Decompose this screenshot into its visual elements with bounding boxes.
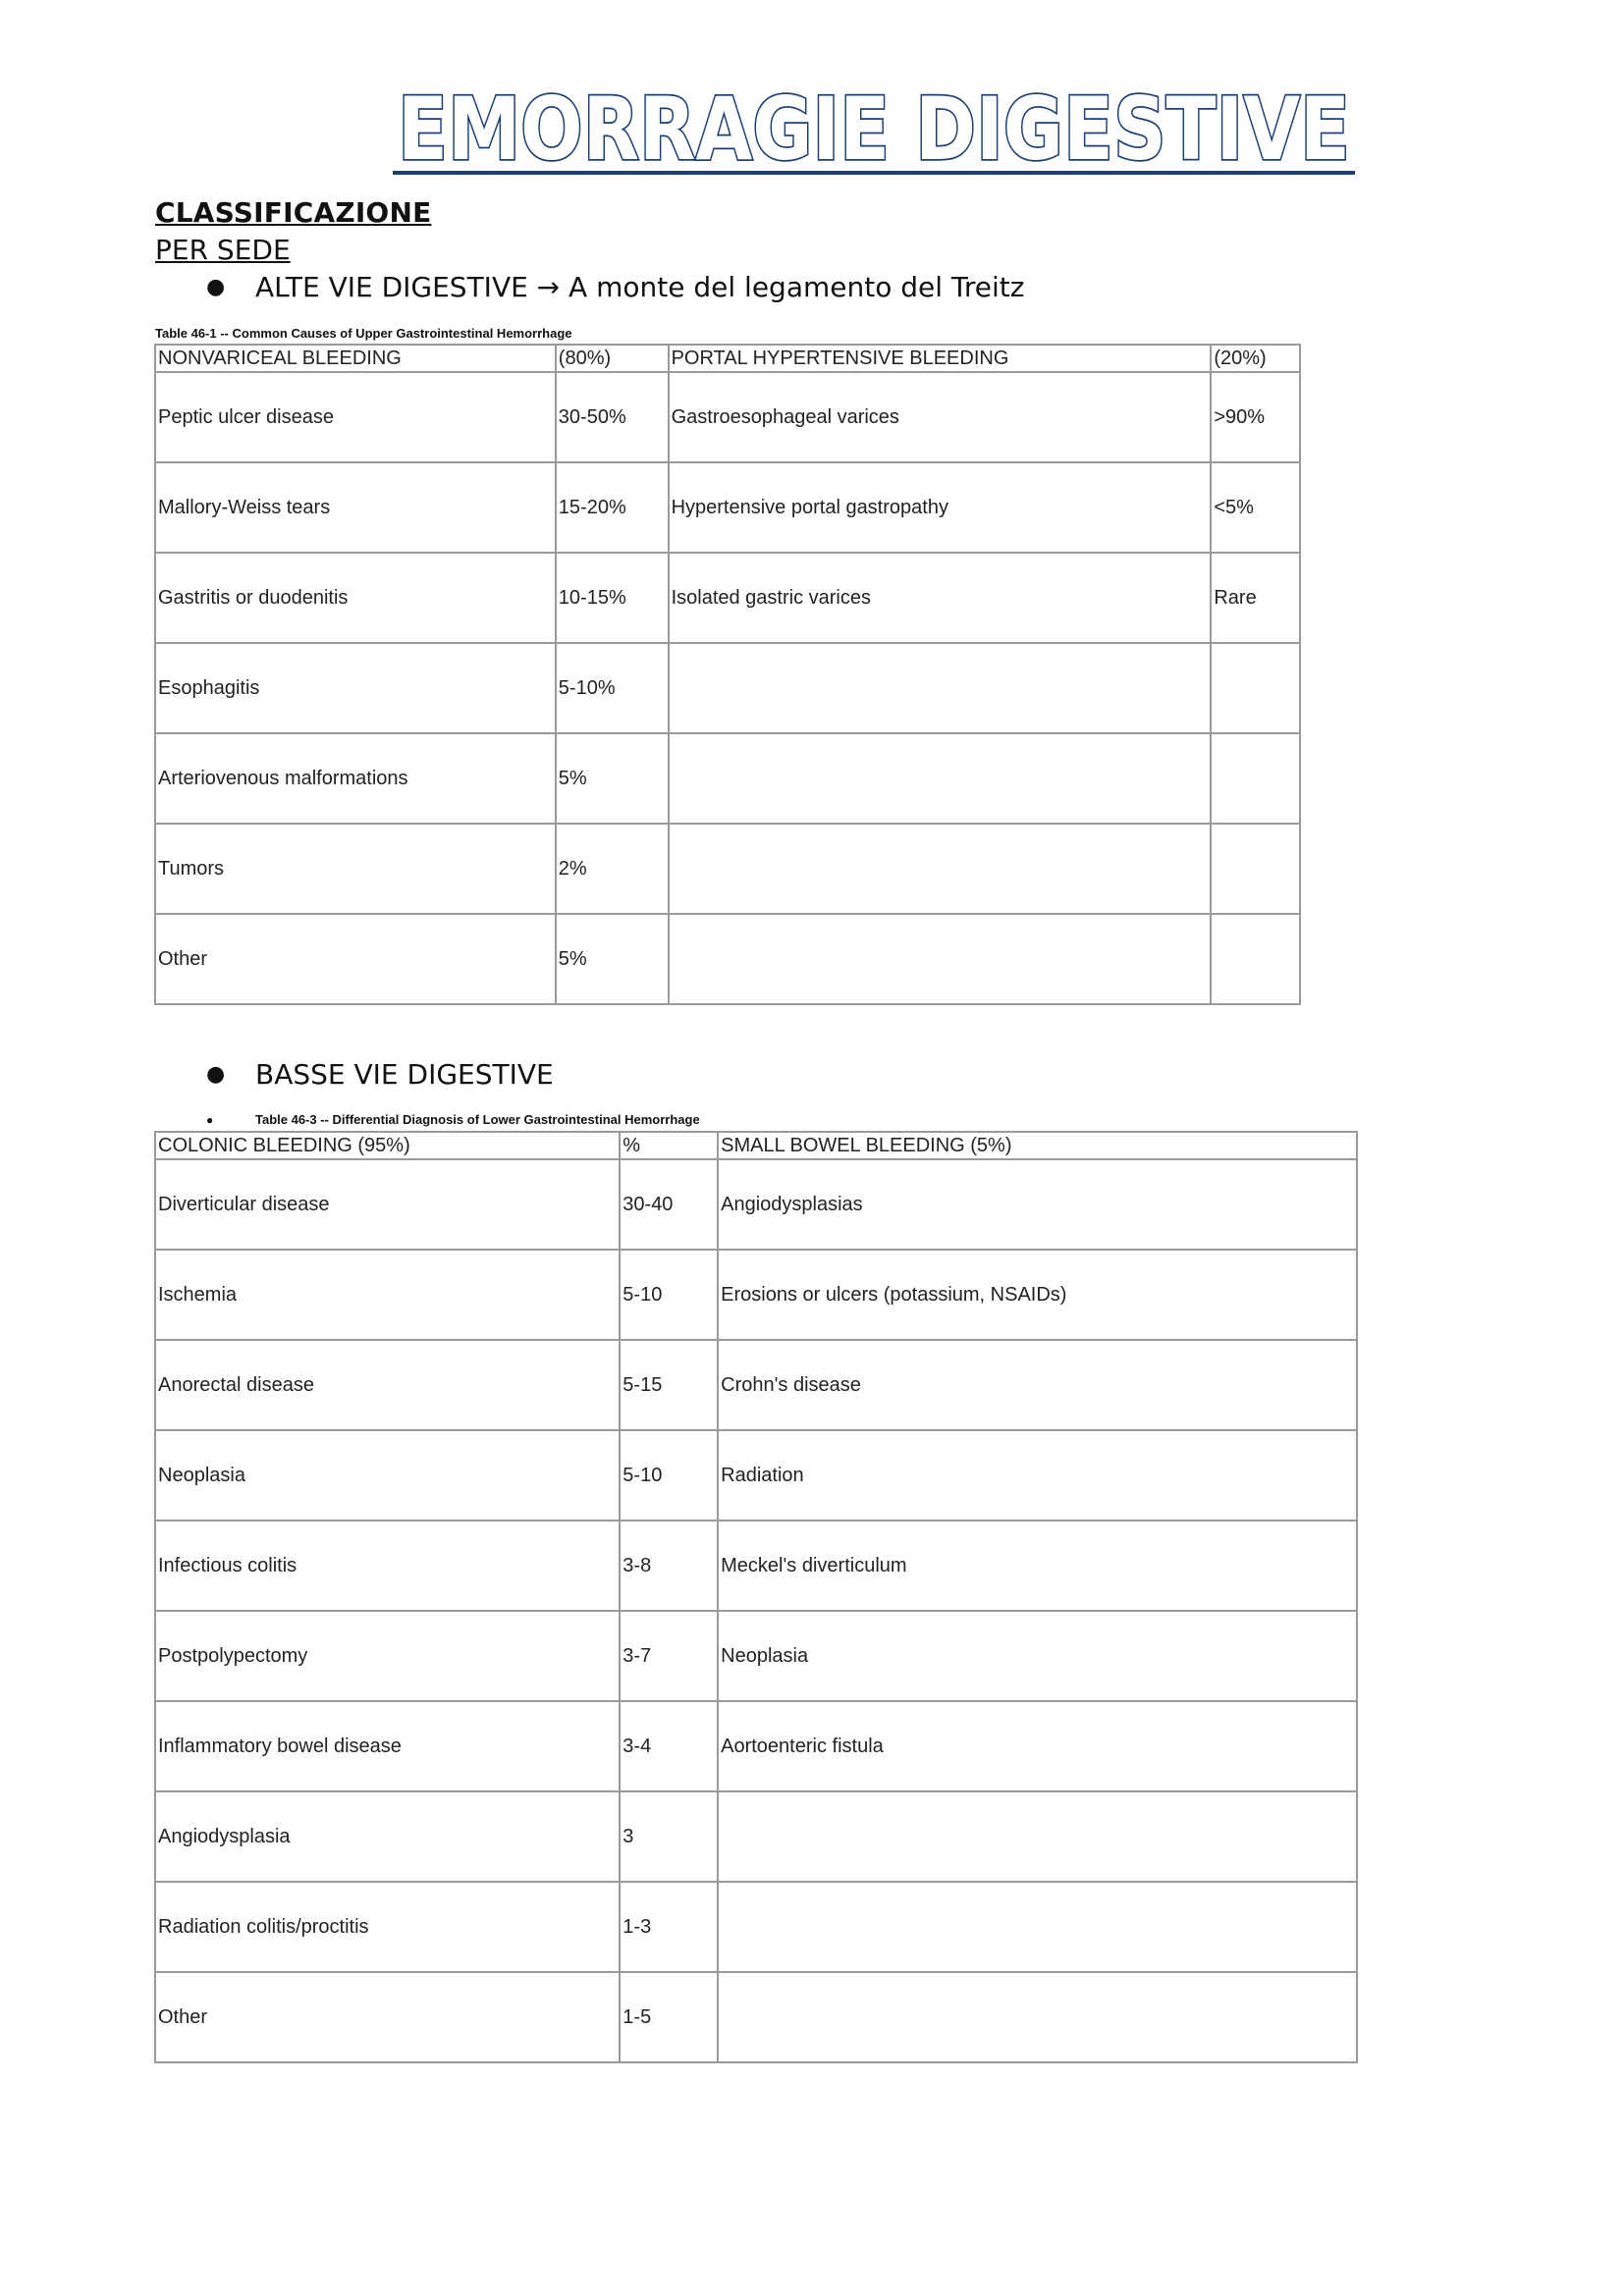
lower-gi-table-row — [155, 1791, 1357, 1882]
upper-gi-table-cell: >90% — [1211, 372, 1300, 462]
bullet-icon: ● — [206, 275, 226, 299]
lower-gi-table-cell: Angiodysplasia — [155, 1791, 620, 1882]
lower-gi-table-cell: Meckel's diverticulum — [718, 1521, 1357, 1611]
upper-gi-header-cell: (80%) — [556, 345, 669, 372]
bullet-basse-vie-text: BASSE VIE DIGESTIVE — [255, 1058, 554, 1091]
upper-gi-table-cell — [669, 824, 1212, 914]
lower-gi-table-cell: Ischemia — [155, 1250, 620, 1340]
upper-gi-table-cell: Tumors — [155, 824, 556, 914]
lower-gi-table-row — [155, 1882, 1357, 1972]
upper-gi-table-cell: 10-15% — [556, 553, 669, 643]
upper-gi-header-cell: (20%) — [1211, 345, 1300, 372]
upper-gi-table-row — [155, 372, 1300, 462]
lower-gi-table-cell: 5-10 — [620, 1250, 718, 1340]
lower-gi-table-row — [155, 1340, 1357, 1430]
lower-gi-table-row — [155, 1430, 1357, 1521]
upper-gi-table-cell: 2% — [556, 824, 669, 914]
lower-gi-table-cell: Anorectal disease — [155, 1340, 620, 1430]
lower-gi-table-cell: 1-5 — [620, 1972, 718, 2062]
upper-gi-header-row — [155, 345, 1300, 372]
lower-gi-table-cell: Neoplasia — [155, 1430, 620, 1521]
lower-gi-table-cell: Aortoenteric fistula — [718, 1701, 1357, 1791]
lower-gi-table-cell: 30-40 — [620, 1159, 718, 1250]
upper-gi-table-cell: 5% — [556, 914, 669, 1004]
lower-gi-table-cell: Angiodysplasias — [718, 1159, 1357, 1250]
upper-gi-table-cell — [1211, 824, 1300, 914]
upper-gi-table-cell: Gastritis or duodenitis — [155, 553, 556, 643]
lower-gi-header-cell: % — [620, 1132, 718, 1159]
bullet-icon: ● — [206, 1062, 226, 1087]
upper-gi-table-cell: Isolated gastric varices — [669, 553, 1212, 643]
upper-gi-table-cell: Gastroesophageal varices — [669, 372, 1212, 462]
lower-gi-header-cell: COLONIC BLEEDING (95%) — [155, 1132, 620, 1159]
lower-gi-table-cell: 5-15 — [620, 1340, 718, 1430]
upper-gi-table-cell — [1211, 643, 1300, 733]
upper-gi-table-cell: Rare — [1211, 553, 1300, 643]
upper-gi-table-cell: 5-10% — [556, 643, 669, 733]
lower-gi-table-cell: 3-8 — [620, 1521, 718, 1611]
upper-gi-table-row — [155, 824, 1300, 914]
lower-gi-table-row — [155, 1521, 1357, 1611]
lower-gi-table-cell: 3 — [620, 1791, 718, 1882]
table-46-3-caption-line — [206, 1112, 700, 1127]
upper-gi-table-cell: 30-50% — [556, 372, 669, 462]
upper-gi-table-cell — [669, 733, 1212, 824]
upper-gi-table-cell — [1211, 914, 1300, 1004]
lower-gi-header-row — [155, 1132, 1357, 1159]
lower-gi-table-cell: Diverticular disease — [155, 1159, 620, 1250]
upper-gi-table-cell: Peptic ulcer disease — [155, 372, 556, 462]
upper-gi-header-cell: PORTAL HYPERTENSIVE BLEEDING — [669, 345, 1212, 372]
upper-gi-table-cell: 15-20% — [556, 462, 669, 553]
lower-gi-table — [154, 1131, 1358, 2063]
lower-gi-table-cell — [718, 1791, 1357, 1882]
lower-gi-table-row — [155, 1159, 1357, 1250]
upper-gi-header-cell: NONVARICEAL BLEEDING — [155, 345, 556, 372]
upper-gi-table-cell: Arteriovenous malformations — [155, 733, 556, 824]
upper-gi-table-cell: <5% — [1211, 462, 1300, 553]
page-title — [393, 80, 1355, 179]
upper-gi-table-cell: Mallory-Weiss tears — [155, 462, 556, 553]
table-46-1-caption: Table 46-1 -- Common Causes of Upper Gastrointestinal Hemorrhage — [155, 326, 572, 341]
upper-gi-table-cell — [1211, 733, 1300, 824]
upper-gi-table-cell — [669, 914, 1212, 1004]
upper-gi-table-row — [155, 914, 1300, 1004]
lower-gi-table-cell — [718, 1882, 1357, 1972]
lower-gi-header-cell: SMALL BOWEL BLEEDING (5%) — [718, 1132, 1357, 1159]
lower-gi-table-cell — [718, 1972, 1357, 2062]
upper-gi-table-cell: Hypertensive portal gastropathy — [669, 462, 1212, 553]
lower-gi-table-row — [155, 1250, 1357, 1340]
lower-gi-table-cell: Other — [155, 1972, 620, 2062]
upper-gi-table — [154, 344, 1301, 1005]
bullet-alte-vie-text: ALTE VIE DIGESTIVE → A monte del legamento del Treitz — [255, 271, 1025, 303]
upper-gi-table-row — [155, 643, 1300, 733]
lower-gi-table-row — [155, 1611, 1357, 1701]
lower-gi-table-cell: Crohn's disease — [718, 1340, 1357, 1430]
bullet-icon: ● — [206, 1112, 214, 1127]
bullet-alte-vie — [206, 271, 1024, 303]
lower-gi-table-row — [155, 1701, 1357, 1791]
bullet-basse-vie — [206, 1058, 554, 1091]
lower-gi-table-row — [155, 1972, 1357, 2062]
upper-gi-table-row — [155, 462, 1300, 553]
upper-gi-table-cell: Esophagitis — [155, 643, 556, 733]
lower-gi-table-cell: 3-4 — [620, 1701, 718, 1791]
upper-gi-table-cell — [669, 643, 1212, 733]
lower-gi-table-cell: Postpolypectomy — [155, 1611, 620, 1701]
lower-gi-table-cell: Inflammatory bowel disease — [155, 1701, 620, 1791]
heading-per-sede: PER SEDE — [155, 234, 291, 266]
lower-gi-table-cell: Infectious colitis — [155, 1521, 620, 1611]
lower-gi-table-cell: Neoplasia — [718, 1611, 1357, 1701]
upper-gi-table-row — [155, 553, 1300, 643]
heading-classificazione: CLASSIFICAZIONE — [155, 196, 432, 229]
lower-gi-table-cell: 5-10 — [620, 1430, 718, 1521]
lower-gi-table-cell: 1-3 — [620, 1882, 718, 1972]
lower-gi-table-cell: Erosions or ulcers (potassium, NSAIDs) — [718, 1250, 1357, 1340]
lower-gi-table-cell: 3-7 — [620, 1611, 718, 1701]
lower-gi-table-cell: Radiation colitis/proctitis — [155, 1882, 620, 1972]
table-46-3-caption: Table 46-3 -- Differential Diagnosis of Lower Gastrointestinal Hemorrhage — [255, 1112, 700, 1127]
upper-gi-table-cell: 5% — [556, 733, 669, 824]
upper-gi-table-cell: Other — [155, 914, 556, 1004]
page-title-text: EMORRAGIE DIGESTIVE — [398, 79, 1350, 180]
upper-gi-table-row — [155, 733, 1300, 824]
lower-gi-table-cell: Radiation — [718, 1430, 1357, 1521]
